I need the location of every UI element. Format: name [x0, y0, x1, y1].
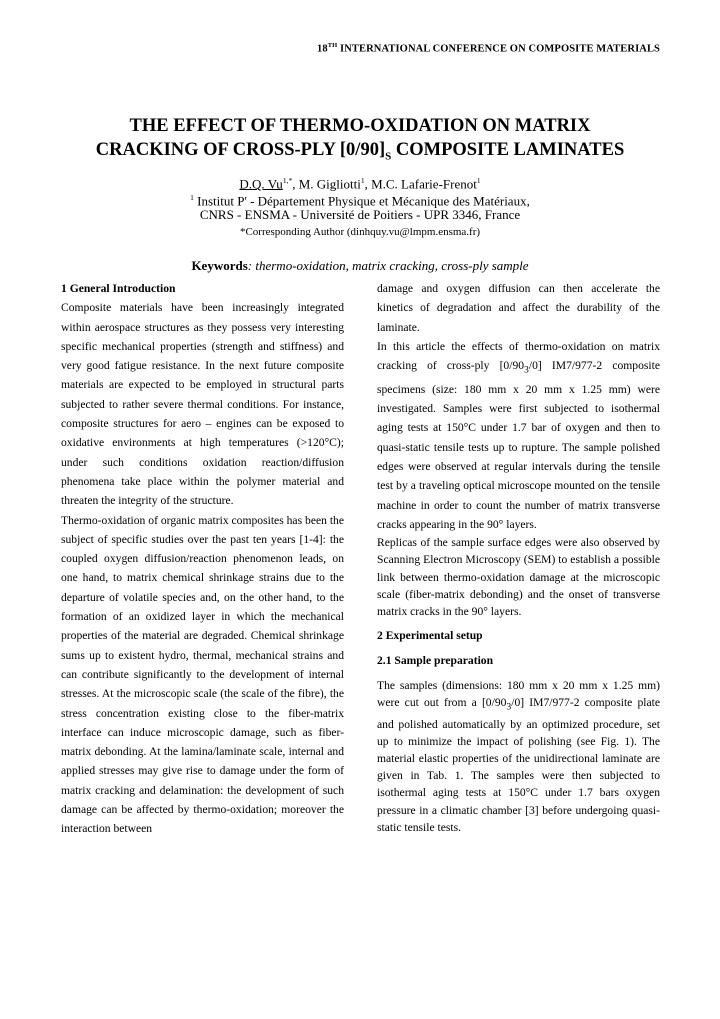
- left-column: [61, 279, 344, 839]
- intro-paragraph-2: Thermo-oxidation of organic matrix composites has been the subject of specific studies over the past ten years [1-4]: the coupled oxygen diffusion/reaction phenomenon leads, on one hand, to matrix chemical shrinkage strains due to the departure of volatile species and, on the other hand, to the formation of an oxidized layer in which the mechanical properties of the material are degraded. Chemical shrinkage sums up to existent hydro, thermal, mechanical strains and can contribute significantly to the development of internal stresses. At the microscopic scale (the scale of the fibre), the stress concentration existing close to the fiber-matrix interface can induce microscopic damage, such as fiber-matrix debonding. At the lamina/laminate scale, internal and applied stresses may give rise to damage under the form of matrix cracking and delamination: the development of such damage can be affected by thermo-oxidation; moreover the interaction between: [61, 513, 344, 836]
- right-paragraph-2-post: /0] IM7/977-2 composite specimens (size: 180 mm x 20 mm x 1.25 mm) were investigated. Samples were first subjected to isothermal aging tests at 150°C under 1.7 bar of oxygen and then to quasi-static tensile tests up to rupture. The sample polished edges were observed at regular intervals during the tensile test by a traveling optical microscope mounted on the tensile machine in order to count the number of matrix transverse cracks appearing in the 90° layers.: [377, 359, 660, 531]
- intro-paragraph-1: Composite materials have been increasingly integrated within aerospace structures as they possess very interesting specific mechanical properties (strength and stiffness) and very good fatigue resistance. In the next future composite materials are expected to be employed in structural parts subjected to rather severe thermal conditions. For instance, composite structures for aero – engines can be exposed to oxidative environments at high temperatures (>120°C); under such conditions oxidation reaction/diffusion phenomena take place within the polymer material and threaten the integrity of the structure.: [61, 301, 344, 508]
- sample-prep-paragraph: [377, 677, 660, 836]
- right-paragraph-2-sub: 3: [524, 364, 529, 376]
- title-line-2-post: COMPOSITE LAMINATES: [391, 140, 625, 160]
- header-ordinal: TH: [327, 42, 338, 49]
- keywords-value: : thermo-oxidation, matrix cracking, cross-ply sample: [247, 258, 529, 273]
- header-text: INTERNATIONAL CONFERENCE ON COMPOSITE MATERIALS: [337, 43, 660, 55]
- affiliation-line-2: CNRS - ENSMA - Université de Poitiers - UPR 3346, France: [199, 207, 521, 222]
- keywords-label: Keywords: [191, 258, 248, 273]
- title-line-1: THE EFFECT OF THERMO-OXIDATION ON MATRIX: [129, 116, 591, 136]
- title-line-2: [40, 138, 680, 169]
- header-number: 18: [317, 43, 328, 55]
- paper-title: [40, 114, 680, 169]
- sample-prep-pre: The samples (dimensions: 180 mm x 20 mm x 1.25 mm) were cut out from a [0/90: [377, 678, 660, 709]
- author-3: , M.C. Lafarie-Frenot: [364, 176, 477, 192]
- title-subscript: S: [385, 150, 392, 163]
- right-paragraph-2: [377, 337, 660, 534]
- section-2-1-heading: 2.1 Sample preparation: [377, 654, 494, 668]
- right-paragraph-2-pre: In this article the effects of thermo-oxidation on matrix cracking of cross-ply [0/90: [377, 339, 660, 373]
- author-1: D.Q. Vu: [239, 176, 283, 192]
- keywords: [40, 258, 680, 274]
- right-paragraph-3: Replicas of the sample surface edges were also observed by Scanning Electron Microscopy (SEM) to establish a possible link between thermo-oxidation damage at the microscopic scale (fiber-matrix debonding) and the onset of transverse matrix cracks in the 90° layers.: [377, 536, 660, 618]
- author-3-sup: 1: [476, 176, 481, 185]
- section-2-heading: 2 Experimental setup: [377, 629, 483, 643]
- right-paragraph-1: damage and oxygen diffusion can then accelerate the kinetics of degradation and affect the durability of the laminate.: [377, 282, 660, 334]
- affiliation-sup: 1: [190, 193, 194, 202]
- author-2-sup: 1: [360, 176, 365, 185]
- author-1-sup: 1,*: [282, 176, 293, 185]
- sample-prep-post: /0] IM7/977-2 composite plate and polished automatically by an optimized procedure, set up to minimize the impact of polishing (see Fig. 1). The material elastic properties of the unidirectional laminate are given in Tab. 1. The samples were then subjected to isothermal aging tests at 150°C under 1.7 bars oxygen pressure in a climatic chamber [3] before undergoing quasi-static tensile tests.: [377, 695, 661, 834]
- right-column: [377, 279, 660, 836]
- affiliation-text-1: Institut P' - Département Physique et Mécanique des Matériaux,: [193, 193, 530, 209]
- conference-header: [317, 42, 660, 55]
- sample-prep-sub: 3: [506, 701, 512, 713]
- corresponding-author: *Corresponding Author (dinhquy.vu@lmpm.ensma.fr): [239, 226, 481, 238]
- author-2: , M. Gigliotti: [292, 176, 361, 192]
- title-line-2-pre: CRACKING OF CROSS-PLY [0/90]: [95, 140, 386, 160]
- section-1-heading: 1 General Introduction: [61, 282, 176, 295]
